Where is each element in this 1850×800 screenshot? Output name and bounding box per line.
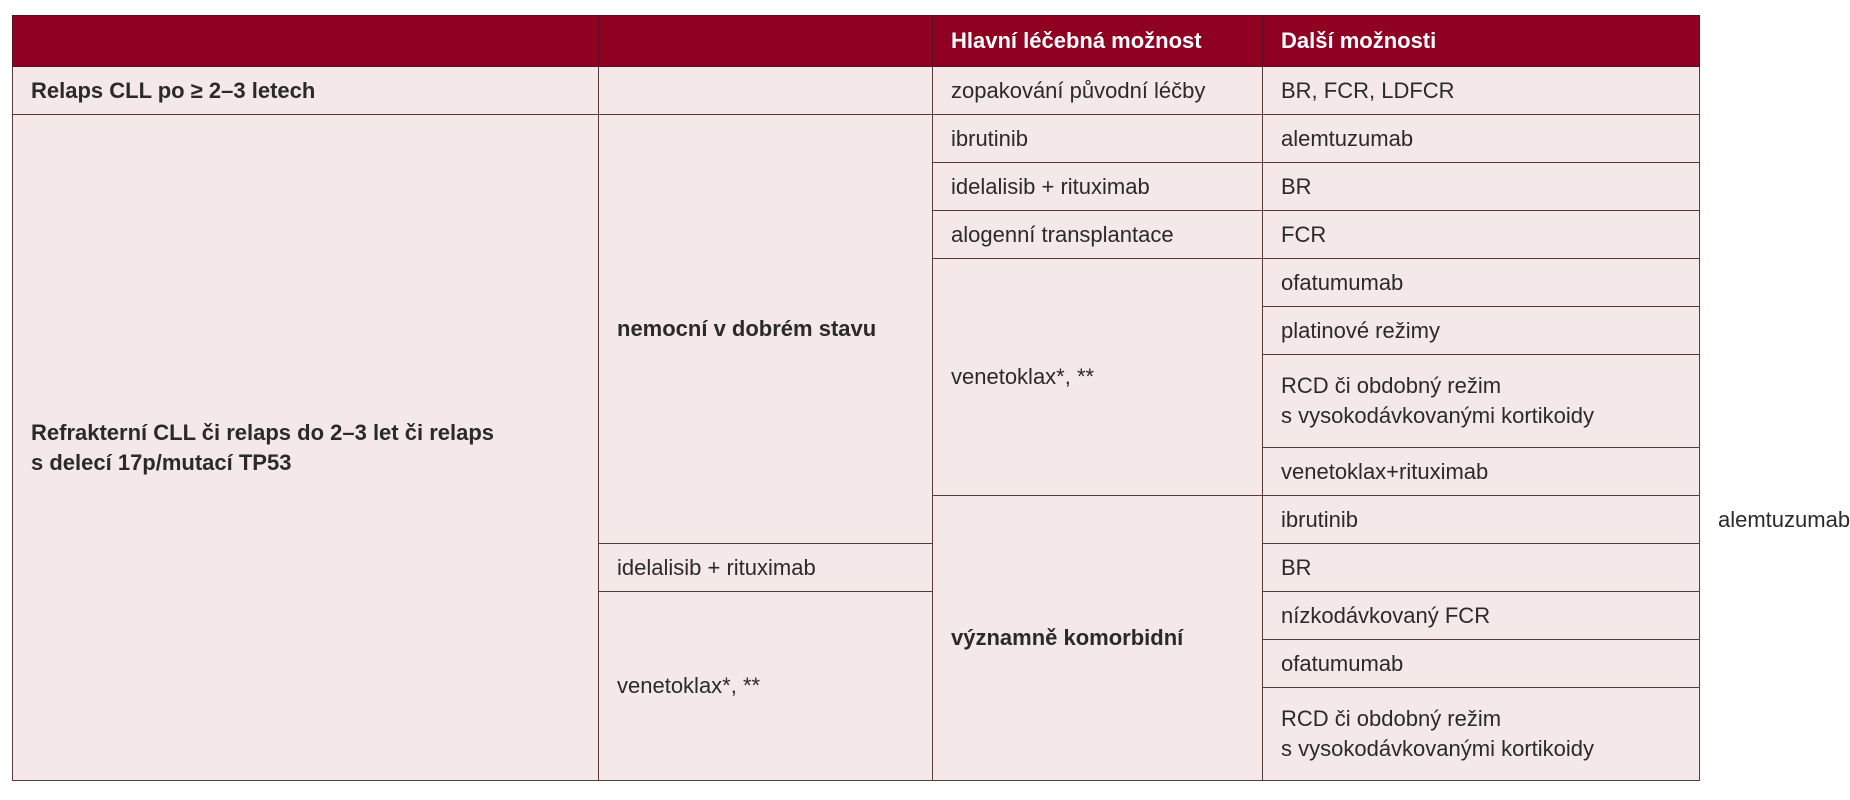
refractory-label	[13, 115, 599, 781]
good-venetoklax-main: venetoklax*, **	[933, 259, 1263, 496]
relaps-empty-cell	[599, 67, 933, 115]
comorbid-veneto-other-3	[1263, 688, 1700, 781]
header-cell-1	[13, 16, 599, 67]
treatment-table	[12, 15, 1850, 781]
header-main-option: Hlavní léčebná možnost	[933, 16, 1263, 67]
comorbid-main-2: idelalisib + rituximab	[599, 544, 933, 592]
relaps-main: zopakování původní léčby	[933, 67, 1263, 115]
table-row	[13, 115, 1700, 163]
good-main-3: alogenní transplantace	[933, 211, 1263, 259]
comorbid-veneto-other-2: ofatumumab	[1263, 640, 1700, 688]
good-veneto-other-3	[1263, 355, 1700, 448]
comorbid-main-1: ibrutinib	[1263, 496, 1700, 544]
refractory-label-line1: Refrakterní CLL či relaps do 2–3 let či relaps	[31, 419, 495, 445]
comorbid-label: významně komorbidní	[933, 496, 1263, 781]
good-veneto-other-1: ofatumumab	[1263, 259, 1700, 307]
header-cell-2	[599, 16, 933, 67]
good-veneto-other-3-line1: RCD či obdobný režim	[1281, 373, 1502, 398]
header-other-options: Další možnosti	[1263, 16, 1700, 67]
table-row: významně komorbidní ibrutinib alemtuzumab	[13, 496, 1700, 544]
treatment-table-container	[12, 15, 1850, 781]
comorbid-veneto-other-3-line2: s vysokodávkovanými kortikoidy	[1281, 736, 1595, 761]
good-other-3: FCR	[1263, 211, 1700, 259]
good-veneto-other-4: venetoklax+rituximab	[1263, 448, 1700, 496]
good-condition-label: nemocní v dobrém stavu	[599, 115, 933, 544]
good-main-2: idelalisib + rituximab	[933, 163, 1263, 211]
relaps-other: BR, FCR, LDFCR	[1263, 67, 1700, 115]
refractory-label-line2: s delecí 17p/mutací TP53	[31, 449, 292, 475]
header-row	[13, 16, 1700, 67]
comorbid-veneto-other-1: nízkodávkovaný FCR	[1263, 592, 1700, 640]
comorbid-other-2: BR	[1263, 544, 1700, 592]
good-veneto-other-2: platinové režimy	[1263, 307, 1700, 355]
table-row	[13, 67, 1700, 115]
good-main-1: ibrutinib	[933, 115, 1263, 163]
relaps-label: Relaps CLL po ≥ 2–3 letech	[13, 67, 599, 115]
comorbid-venetoklax-main: venetoklax*, **	[599, 592, 933, 781]
good-other-2: BR	[1263, 163, 1700, 211]
comorbid-veneto-other-3-line1: RCD či obdobný režim	[1281, 706, 1502, 731]
good-veneto-other-3-line2: s vysokodávkovanými kortikoidy	[1281, 403, 1595, 428]
good-other-1: alemtuzumab	[1263, 115, 1700, 163]
